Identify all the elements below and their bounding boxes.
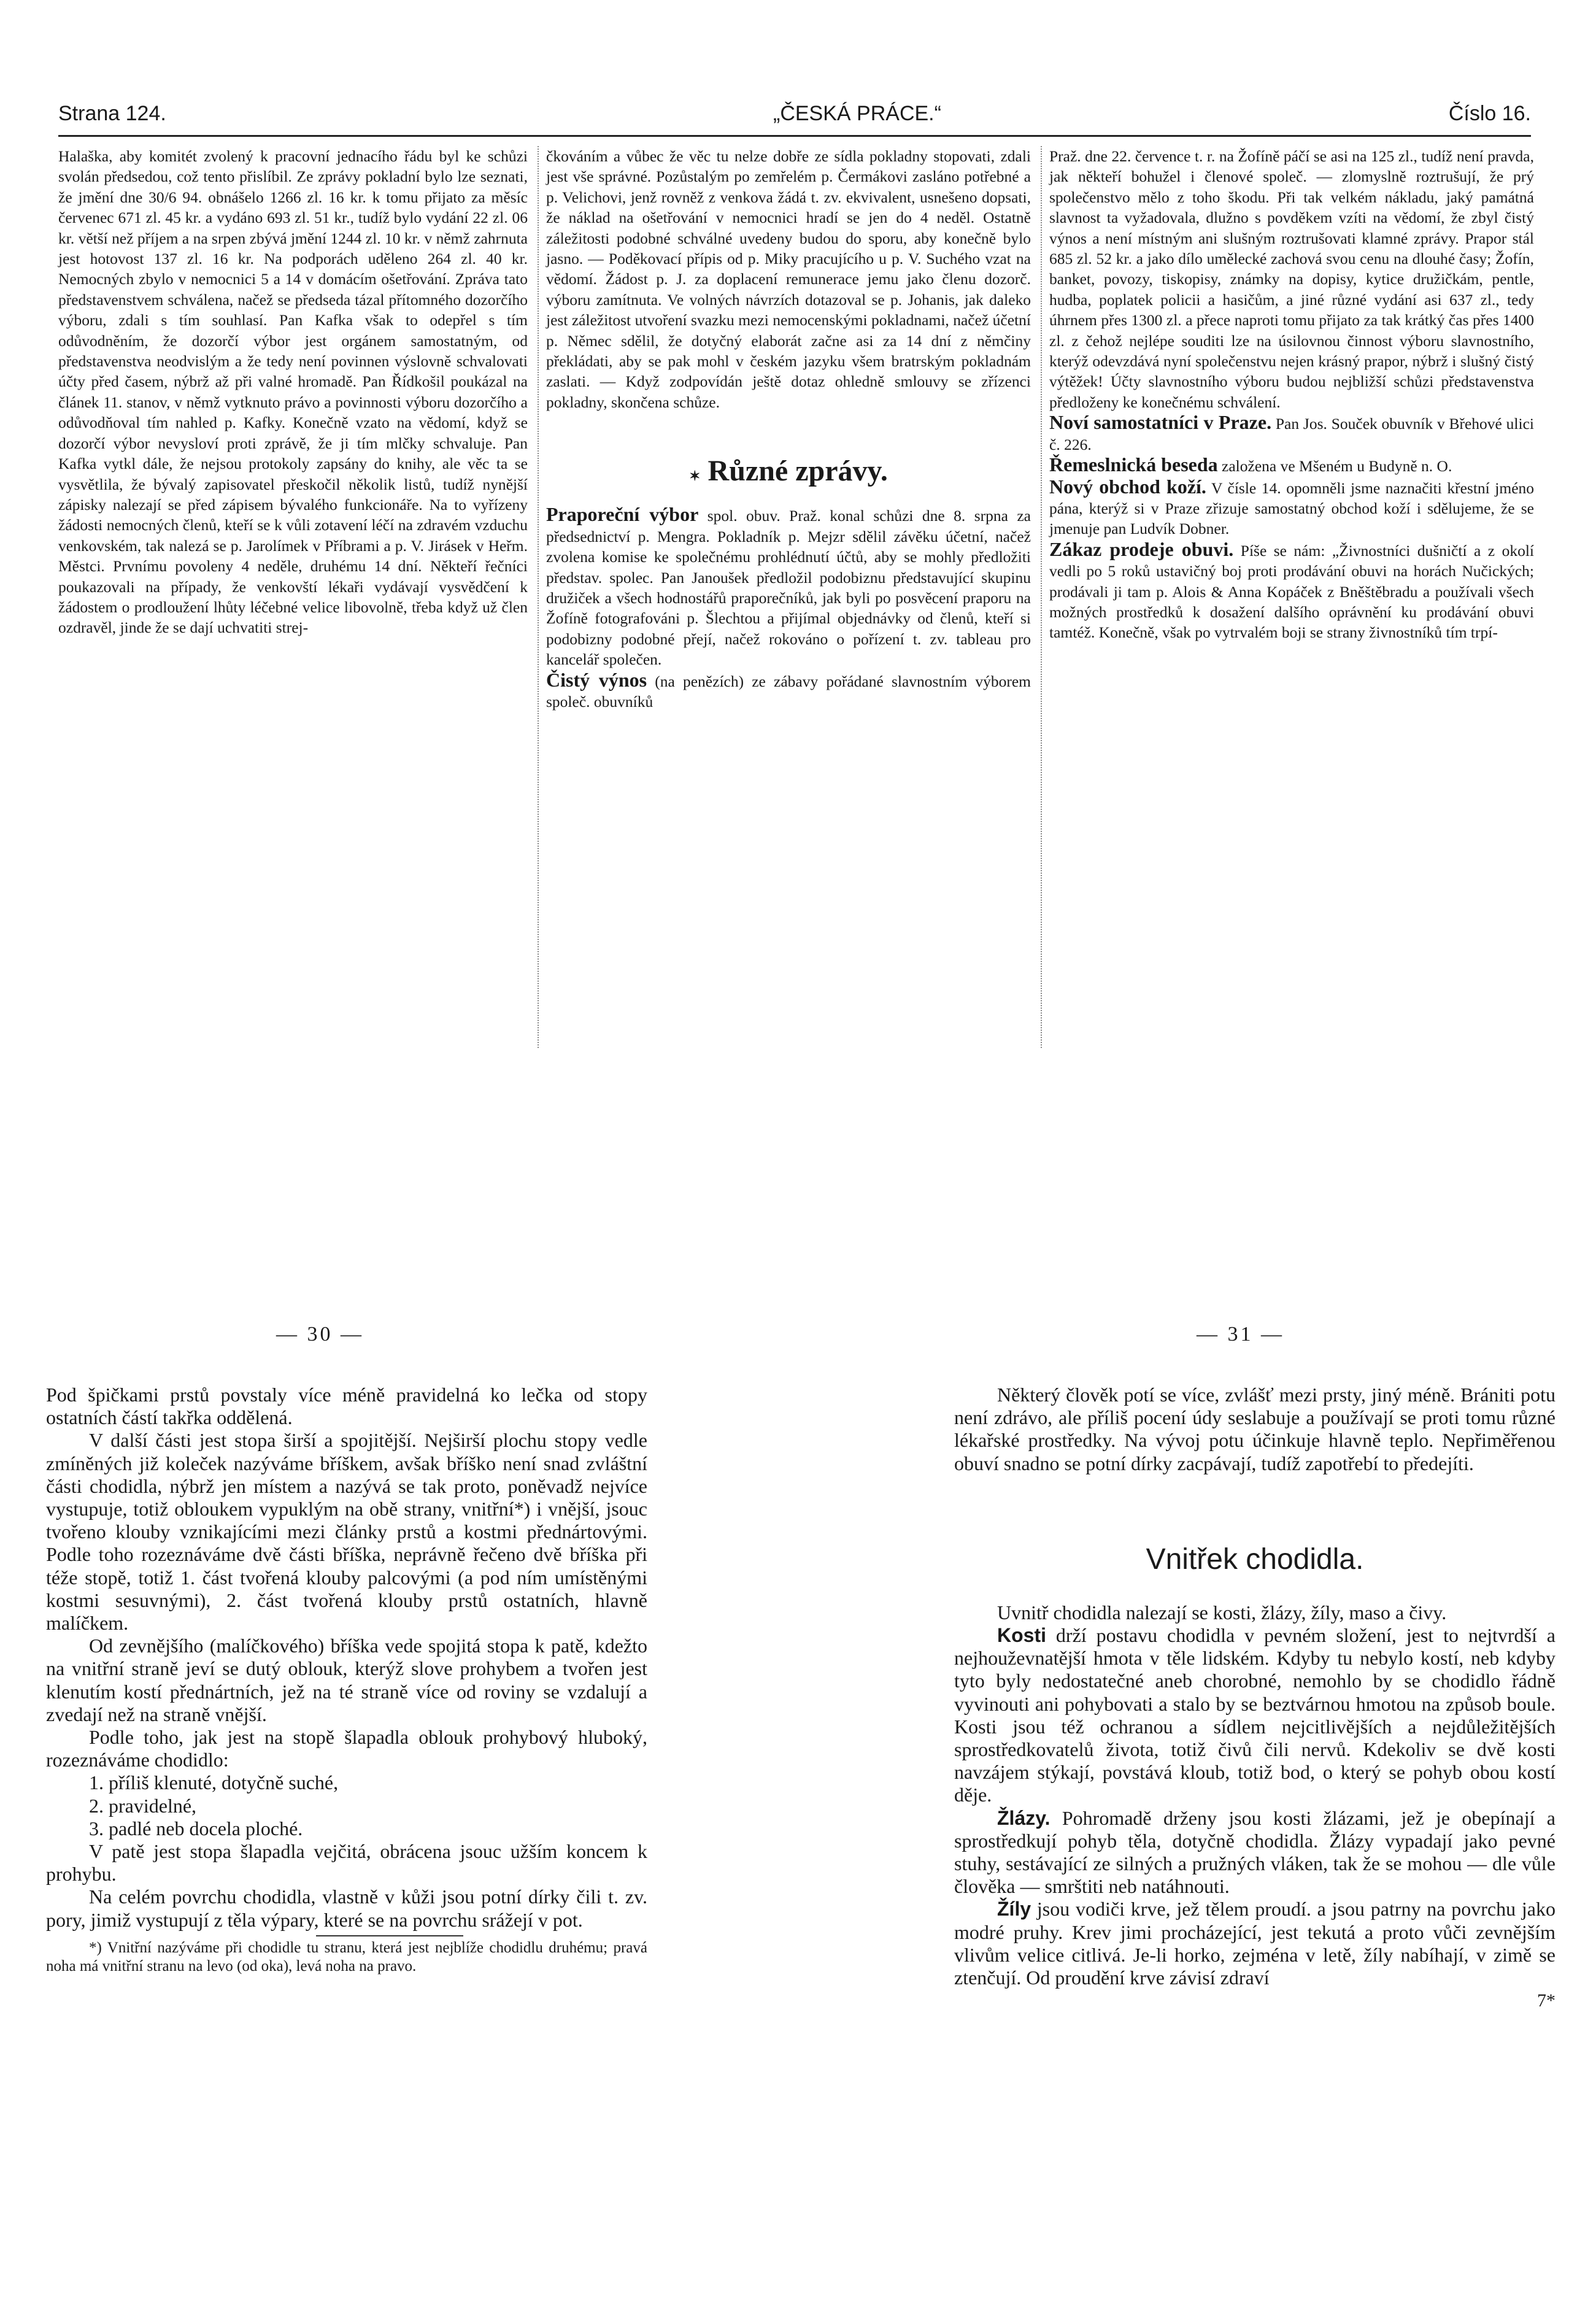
paragraph: Podle toho, jak jest na stopě šlapadla oblouk prohybový hluboký, rozeznáváme chodidlo: [46,1726,647,1771]
book-page-left [46,1384,647,1976]
list-item: 1. příliš klenuté, dotyčně suché, [89,1771,339,1794]
news-item: Zákaz prodeje obuvi. Píše se nám: „Živnostníci dušničtí a z okolí vedli po 5 roků ustavičný boj proti prodávání obuvi na horách Nučických; prodávali ji tam p. Alois & Anna Kopáček z Bněštěbradu a používali všech možných prostředků k dosažení dalšího oprávnění ku prodávání obuvi tamtéž. Konečně, však po vytrvalém boji se strany živnostníků tím trpí- [1049,537,1535,642]
header-title: „ČESKÁ PRÁCE.“ [773,102,941,125]
list-item: 2. pravidelné, [89,1794,197,1817]
chapter-title: Vnitřek chodidla. [1146,1543,1364,1576]
foot-type-list [46,1771,647,1840]
column-2-paragraph: čkováním a vůbec že věc tu nelze dobře ze sídla pokladny stopovati, zdali jest vše správné. Pozůstalým po zemřelém p. Čermákovi zasláno potřebné a p. Velichovi, jenž rovněž z venkova žádá t. zv. ekvivalent, usnešeno dopsati, že náklad na ošetřování v nemocnici hradí se jen do 4 neděl. Ostatně záležitosti podobné schválné uvedeny budou do sporu, aby konečně bylo jasno. — Poděkovací přípis od p. Miky pracujícího u p. V. Suchého vzat na vědomí. Žádost p. J. za doplacení remunerace jemu jako členu dozorč. výboru zamítnuta. Ve volných návrzích dotazoval se p. Johanis, jak daleko jest záležitost utvoření svazku mezi nemocenskými pokladnami, načež účetní p. Němec sdělil, že dotyčný elaborát začne asi za 14 dní z němčiny překládati, aby se pak mohl v českém jazyku všem bratrským pokladnám zaslati. — Když zodpovídán ještě dotaz ohledně smlouvy se zřízenci pokladny, skončena schůze. [546,147,1031,411]
news-item-heading: Zákaz prodeje obuvi. [1049,537,1234,560]
paragraph: V patě jest stopa šlapadla vejčitá, obrácena jsouc užším koncem k prohybu. [46,1840,647,1886]
header-page-label: Strana 124. [58,102,166,125]
paragraph: Některý člověk potí se více, zvlášť mezi prsty, jiný méně. Brániti potu není zdrávo, ale příliš pocení údy seslabuje a používají se proti tomu různé lékařské prostředky. Na vývoj potu účinkuje hlavně teplo. Nepřiměřenou obuví snadno se potní dírky zacpávají, tudíž zapotřebí to předejíti. [954,1384,1556,1474]
column-2 [546,146,1031,712]
column-1 [58,146,528,638]
paragraph: Žlázy. Pohromadě drženy jsou kosti žlázami, jež je obepínají a sprostředkují pohyb těla, dotyčně chodidla. Žlázy vypadají jako pevné stuhy, sestávající ze silných a pružných vláken, tak že se mohou — dle vůle člověka — smrštiti neb natáhnouti. [954,1806,1556,1898]
paragraph: Uvnitř chodidla nalezají se kosti, žlázy, žíly, maso a čivy. [997,1601,1447,1624]
paragraph: Pod špičkami prstů povstaly více méně pravidelná ko lečka od stopy ostatních částí takřka oddělená. [46,1384,647,1429]
ornament-icon: ✶ [689,468,701,484]
column-3 [1049,146,1534,643]
news-item-heading: Nový obchod koží. [1049,475,1206,498]
column-divider [538,146,539,1048]
footnote-divider [316,1935,463,1936]
term-heading: Kosti [997,1624,1046,1647]
paragraph: Žíly jsou vodiči krve, jež tělem proudí. a jsou patrny na povrchu jako modré pruhy. Krev jimi procházející, jest tekutá a proto vůči zevnějším vlivům velice citlivá. Je-li horko, zejména v letě, žíly nabíhají, v zimě se ztenčují. Od proudění krve závisí zdraví [954,1898,1556,1989]
signature-mark: 7* [1537,1990,1556,2011]
news-item-heading: Praporeční výbor [546,503,699,526]
news-item: Řemeslnická beseda založena ve Mšeném u Budyně n. O. [1049,453,1452,476]
term-heading: Žlázy. [997,1806,1051,1829]
news-item-heading: Řemeslnická beseda [1049,453,1218,476]
column-1-text: Halaška, aby komitét zvolený k pracovní jednacího řádu byl ke schůzi svolán předsedou, což tento přislíbil. Ze zprávy pokladní bylo lze seznati, že jmění dne 30/6 94. obnášelo 1266 zl. 16 kr. k tomu přijato za měsíc červenec 671 zl. 45 kr. a vydáno 693 zl. 51 kr., tudíž bylo vydání 22 zl. 06 kr. větší než příjem a na srpen zbývá jmění 1244 zl. 10 kr. v němž zahrnuta jest hotovost 137 zl. 16 kr. Na podporách uděleno 264 zl. 40 kr. Nemocných zbylo v nemocnici 5 a 14 v domácím ošetřování. Zpráva tato představenstvem schválena, načež se předseda tázal přítomného dozorčího výboru, zdali s tím souhlasí. Pan Kafka však to odepřel s tím odůvodněním, že dozorčí výbor jest orgánem samostatným, od představenstva neodvislým a že tedy není povinnen výslovně schvalovati účty před časem, nýbrž až při valné hromadě. Pan Řídkošil poukázal na článek 11. stanov, v němž vytknuto právo a povinnosti výboru dozorčího a odůvodňoval tím nahled p. Kafky. Konečně vzato na vědomí, když se dozorčí výbor nevysloví proti zprávě, že ji tím mlčky schvaluje. Pan Kafka vytkl dále, že nejsou protokoly zapsány do knihy, ale věc ta se vysvětlila, že bývalý zapisovatel přeskočil několik listů, tudíž nynější zápisky nalezají se před zápisem bývalého funkcionáře. Na to vyřízeny žádosti nemocných členů, kteří se k vůli zotavení léčí na zdravém vzduchu venkovském, tak nalezá se p. Jarolímek v Příbrami a p. V. Jirásek v Heřm. Městci. Prvnímu povoleny 4 neděle, druhému 14 dní. Někteří řečníci poukazovali na případy, že venkovští lékaři vydávají vysvědčení k žádostem o prodloužení lhůty léčebné velice libovolně, třeba když už člen ozdravěl, jinde že se dají uchvatiti strej- [58,147,528,637]
list-item: 3. padlé neb docela ploché. [89,1817,303,1840]
header-issue-number: Číslo 16. [1448,102,1531,125]
news-item: Praporeční výbor spol. obuv. Praž. konal schůzi dne 8. srpna za předsednictví p. Mengra. Pokladník p. Mejzr sdělil závěku účetní, načež zvolena komise ke společnému prohlédnutí účtů, aby se mohly předložiti představ. spolec. Pan Janoušek předložil podobiznu představující skupinu družiček a všech hodnostářů praporečníků, jak byli po posvěcení praporu na Žofíně fotografováni p. Šlechtou a přijímal objednávky od členů, kteří si podobizny podobné přejí, načež rokováno o pořízení t. zv. tableau pro kancelář společen. [546,503,1031,669]
news-item: Noví samostatníci v Praze. Pan Jos. Souček obuvník v Břehové ulici č. 226. [1049,411,1534,453]
paragraph: Od zevnějšího (malíčkového) bříška vede spojitá stopa k patě, kdežto na vnitřní straně jeví se dutý oblouk, kterýž slove prohybem a tvořen jest klenutím kostí přednártních, jež na té straně více od roviny se vzdalují a zvedají než na straně vnější. [46,1635,647,1725]
page-number-right: — 31 — [1197,1323,1284,1346]
paragraph: Na celém povrchu chodidla, vlastně v kůži jsou potní dírky čili t. zv. pory, jimiž vystupují z těla výpary, které se na povrchu srážejí v pot. [46,1886,647,1931]
page-header [58,98,1531,137]
news-item: Čistý výnos (na penězích) ze zábavy pořádané slavnostním výborem společ. obuvníků [546,668,1031,711]
book-page-right [954,1384,1556,2012]
section-title: ✶ Různé zprávy. [689,455,888,488]
paragraph: Kosti drží postavu chodidla v pevném složení, jest to nejtvrdší a nejhouževnatější hmota v těle lidském. Kdyby tu nebylo kostí, neb kdyby tyto byly nedostatečné aneb chorobné, nemohlo by se chodidlo řádně vyvinouti ani pohybovati a stalo by se beztvárnou hmotou na způsob boule. Kosti jsou též ochranou a sídlem nejcitlivějších a nejdůležitějších sprostředkovatelů života, totiž čivů čili nervů. Kdekoliv se dvě kosti navzájem stýkají, povstává kloub, totiž bod, o který se pohyb obou kostí děje. [954,1624,1556,1806]
news-item-heading: Noví samostatníci v Praze. [1049,411,1272,434]
news-item-heading: Čistý výnos [546,668,647,691]
footnote: *) Vnitřní nazýváme při chodidle tu stranu, která jest nejblíže chodidlu druhému; pravá noha má vnitřní stranu na levo (od oka), levá noha na pravo. [46,1939,647,1974]
paragraph: V další části jest stopa širší a spojitější. Nejširší plochu stopy vedle zmíněných již koleček nazýváme bříškem, avšak bříško není snad zvláštní části chodidla, nýbrž jen místem a nazývá se tak proto, poněvadž nejvíce vystupuje, totiž obloukem vypuklým na obě strany, vnitřní*) i vnější, jsouc tvořeno klouby vznikajícími mezi články prstů a kostmi přednártovými. Podle toho rozeznáváme dvě části bříška, neprávně řečeno dvě bříška při téže stopě, totiž 1. část tvořená klouby palcovými (a pod ním umístěnými kostmi sesuvnými), 2. část tvořená klouby prstů ostatních, hlavně malíčkem. [46,1429,647,1635]
column-divider [1041,146,1042,1048]
page-number-left: — 30 — [276,1323,364,1346]
news-item: Nový obchod koží. V čísle 14. opomněli jsme naznačiti křestní jméno pána, kterýž si v Praze zřizuje samostatný obchod koží i sdělujeme, že se jmenuje pan Ludvík Dobner. [1049,475,1535,538]
column-3-paragraph: Praž. dne 22. července t. r. na Žofíně páčí se asi na 125 zl., tudíž není pravda, jak někteří bohužel i členové společ. — zlomyslně roztrušují, že prý společenstvo mělo z toho škodu. Při tak velkém nákladu, jaký památná slavnost ta vyžadovala, dlužno s povděkem vzíti na vědomí, že zbyl čistý výnos a není místným ani slušným roztrušovati klamné zprávy. Prapor stál 685 zl. 52 kr. a jako dílo umělecké zachová svou cenu na dlouhé časy; Žofín, banket, povozy, tiskopisy, známky na dopisy, kytice družičkám, pentle, hudba, poplatek policii a hasičům, a jiné různé vydání asi 637 zl., tedy úhrnem přes 1300 zl. a přece naproti tomu přijato za tak krátký čas přes 1400 zl. z čehož nejlépe souditi lze na úsilovnou činnost výboru slavnostního, kterýž odevzdává nyní společenstvu nejen krásný prapor, nýbrž i slušný čistý výtěžek! Účty slavnostního výboru budou nejbližší schůzi představenstva předloženy ke konečnému schválení. [1049,147,1534,411]
term-heading: Žíly [997,1898,1031,1920]
